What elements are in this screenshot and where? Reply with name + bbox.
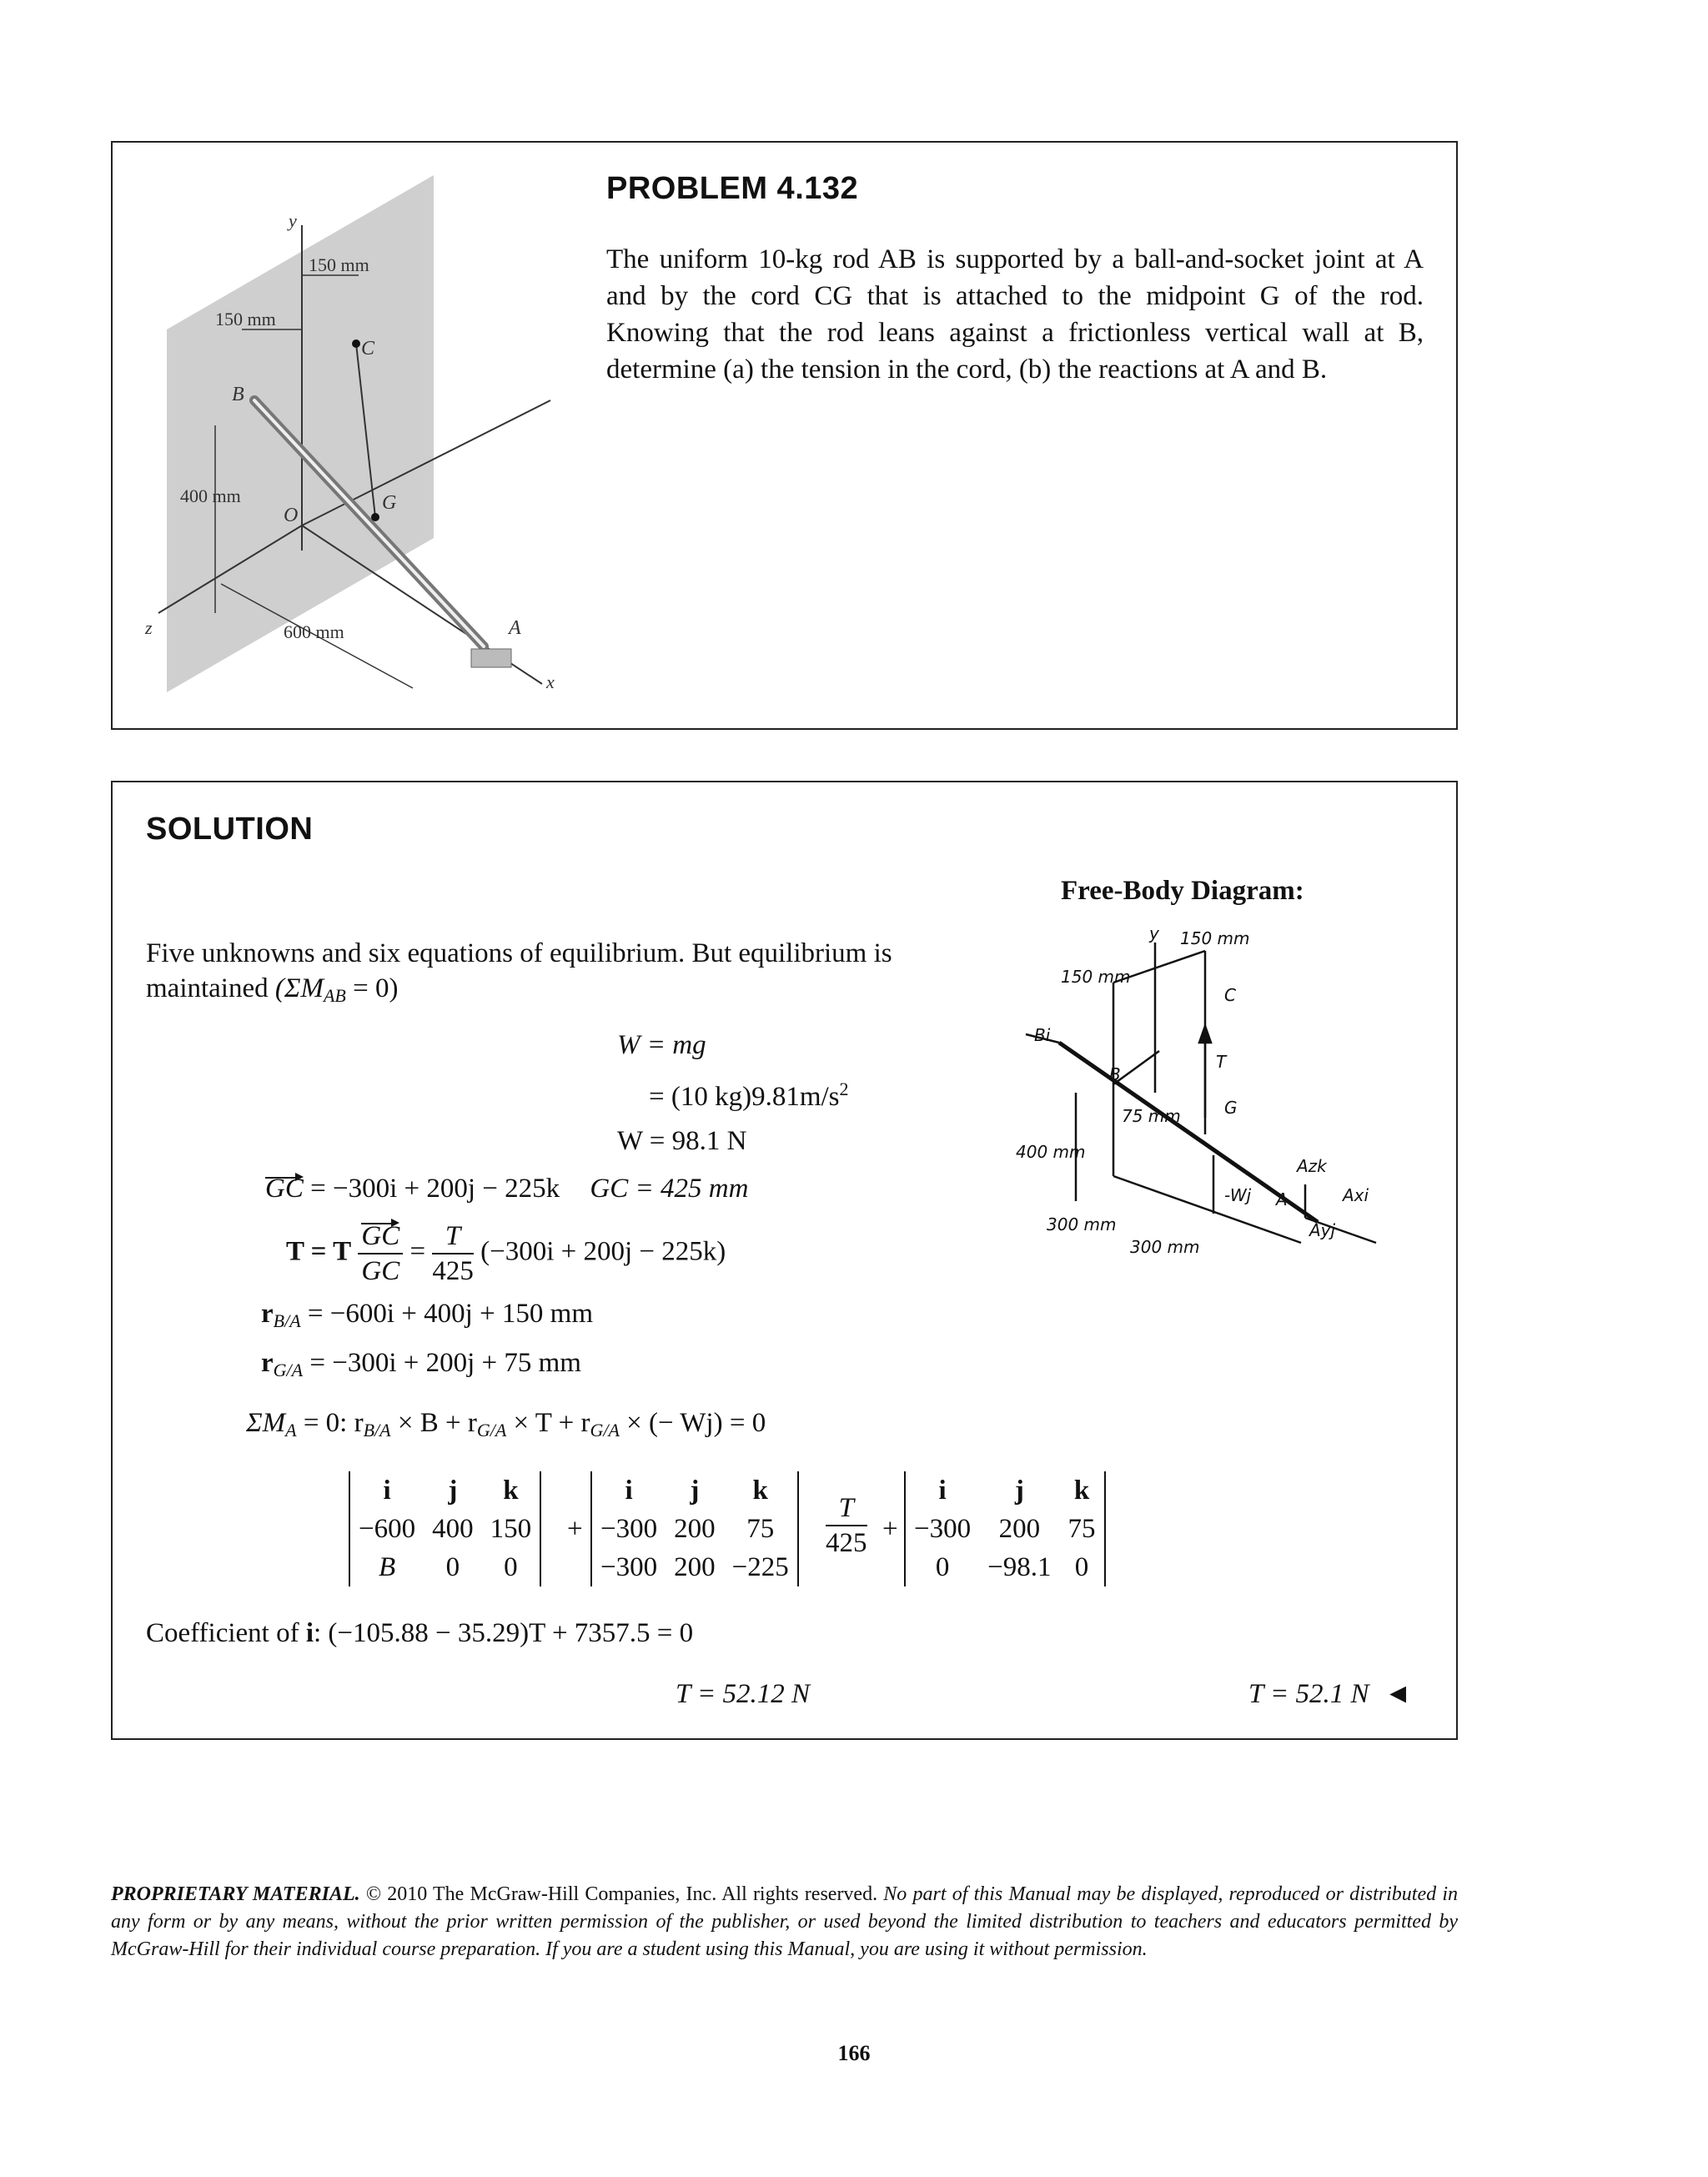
fbd-caption: Free-Body Diagram:: [1061, 876, 1304, 906]
solution-intro: [146, 936, 892, 1013]
plus-sign-2: +: [882, 1514, 898, 1544]
label-G: G: [382, 492, 397, 514]
wall-plane: [167, 175, 434, 692]
problem-figure: [125, 158, 592, 709]
label-y: y: [289, 210, 297, 231]
point-C: [352, 339, 360, 348]
label-z: z: [145, 617, 153, 638]
determinant-1: i j k −600 400 150 B 0 0: [349, 1471, 541, 1586]
page-number: 166: [837, 2041, 871, 2065]
intro-line1: Five unknowns and six equations of equilibrium. But equilibrium is: [146, 938, 892, 968]
dim-400: 400 mm: [180, 485, 241, 506]
svg-text:T: T: [1216, 1052, 1227, 1072]
support-base: [471, 649, 511, 667]
svg-text:-Wj: -Wj: [1224, 1185, 1252, 1205]
eq-rBA: $r_{B/A} = -600i + 400j + 150$ mm: [261, 1299, 594, 1331]
svg-text:y: y: [1149, 926, 1159, 943]
svg-text:Ayj: Ayj: [1309, 1220, 1336, 1240]
problem-statement: The uniform 10-kg rod AB is supported by a ball-and-socket joint at A and by the cord CG that is attached to the midpoint G of the rod. Knowing that the rod leans against a frictionless vertical wall at B, determine (a) the tension in the cord, (b) the reactions at A and B.: [606, 244, 1424, 385]
svg-text:A: A: [1276, 1189, 1288, 1209]
final-answer-T: T = 52.1 N ◄: [1248, 1679, 1412, 1709]
footer-notice: PROPRIETARY MATERIAL. © 2010 The McGraw-Hill Companies, Inc. All rights reserved. No part of this Manual may be displayed, reproduced or distributed in any form or by any means, without the prior written permission of the publisher, or used beyond the limited distribution to teachers and educators permitted by McGraw-Hill for their individual course preparation. If you are a student using this Manual, you are using it without permission.: [111, 1883, 1458, 1960]
svg-text:300 mm: 300 mm: [1047, 1214, 1117, 1234]
svg-text:Azk: Azk: [1297, 1156, 1327, 1176]
label-B: B: [232, 384, 244, 405]
svg-text:G: G: [1224, 1098, 1238, 1118]
svg-text:400 mm: 400 mm: [1016, 1142, 1086, 1162]
solution-title: SOLUTION: [146, 812, 314, 847]
svg-text:B: B: [1109, 1064, 1121, 1084]
answer-marker-icon: ◄: [1384, 1679, 1412, 1709]
determinant-3: i j k −300 200 75 0 −98.1 0: [904, 1471, 1106, 1586]
intro-line2: maintained $(\Sigma M_{AB} = 0)$: [146, 973, 399, 1006]
eq-W-result: W = 98.1 N: [617, 1126, 747, 1156]
label-O: O: [284, 505, 299, 526]
coefficient-i-line: Coefficient of i: (−105.88 − 35.29)T + 7357.5 = 0: [146, 1618, 694, 1648]
svg-text:75 mm: 75 mm: [1122, 1106, 1181, 1126]
dim-600: 600 mm: [284, 621, 344, 642]
eq-T: T = T $\frac{GC}{GC}$ = $\frac{T}{425}$ (−300i + 200j − 225k): [286, 1221, 726, 1286]
eq-rGA: $r_{G/A} = -300i + 200j + 75$ mm: [261, 1348, 581, 1380]
svg-text:Bi: Bi: [1034, 1025, 1051, 1045]
svg-text:150 mm: 150 mm: [1061, 967, 1131, 987]
svg-text:300 mm: 300 mm: [1130, 1237, 1200, 1257]
label-x: x: [546, 671, 555, 692]
determinant-2: i j k −300 200 75 −300 200 −225: [590, 1471, 799, 1586]
label-A: A: [509, 617, 521, 639]
problem-title: PROBLEM 4.132: [606, 171, 859, 206]
label-C: C: [361, 338, 375, 359]
svg-text:Axi: Axi: [1343, 1185, 1369, 1205]
eq-GC: GC = −300i + 200j − 225k GC = 425 mm: [265, 1174, 749, 1204]
eq-W-value: = (10 $kg)9.81m/s^2$: [649, 1078, 849, 1112]
free-body-diagram: [1009, 926, 1393, 1268]
det-scale-fraction: $\frac{T}{425}$: [826, 1493, 867, 1558]
dim-150-top: 150 mm: [309, 254, 369, 275]
eq-moment-A: $\Sigma M_A = 0$: $r_{B/A} \times B + r_{G/A} \times T + r_{G/A}$ × (− Wj) = 0: [246, 1408, 766, 1440]
result-T: T = 52.12 N: [676, 1679, 811, 1709]
eq-W-mg: W = mg: [617, 1030, 706, 1060]
svg-text:C: C: [1224, 985, 1236, 1005]
plus-sign-1: +: [567, 1514, 583, 1544]
point-G: [371, 513, 379, 521]
svg-text:150 mm: 150 mm: [1180, 928, 1250, 948]
dim-150-left: 150 mm: [215, 309, 276, 329]
